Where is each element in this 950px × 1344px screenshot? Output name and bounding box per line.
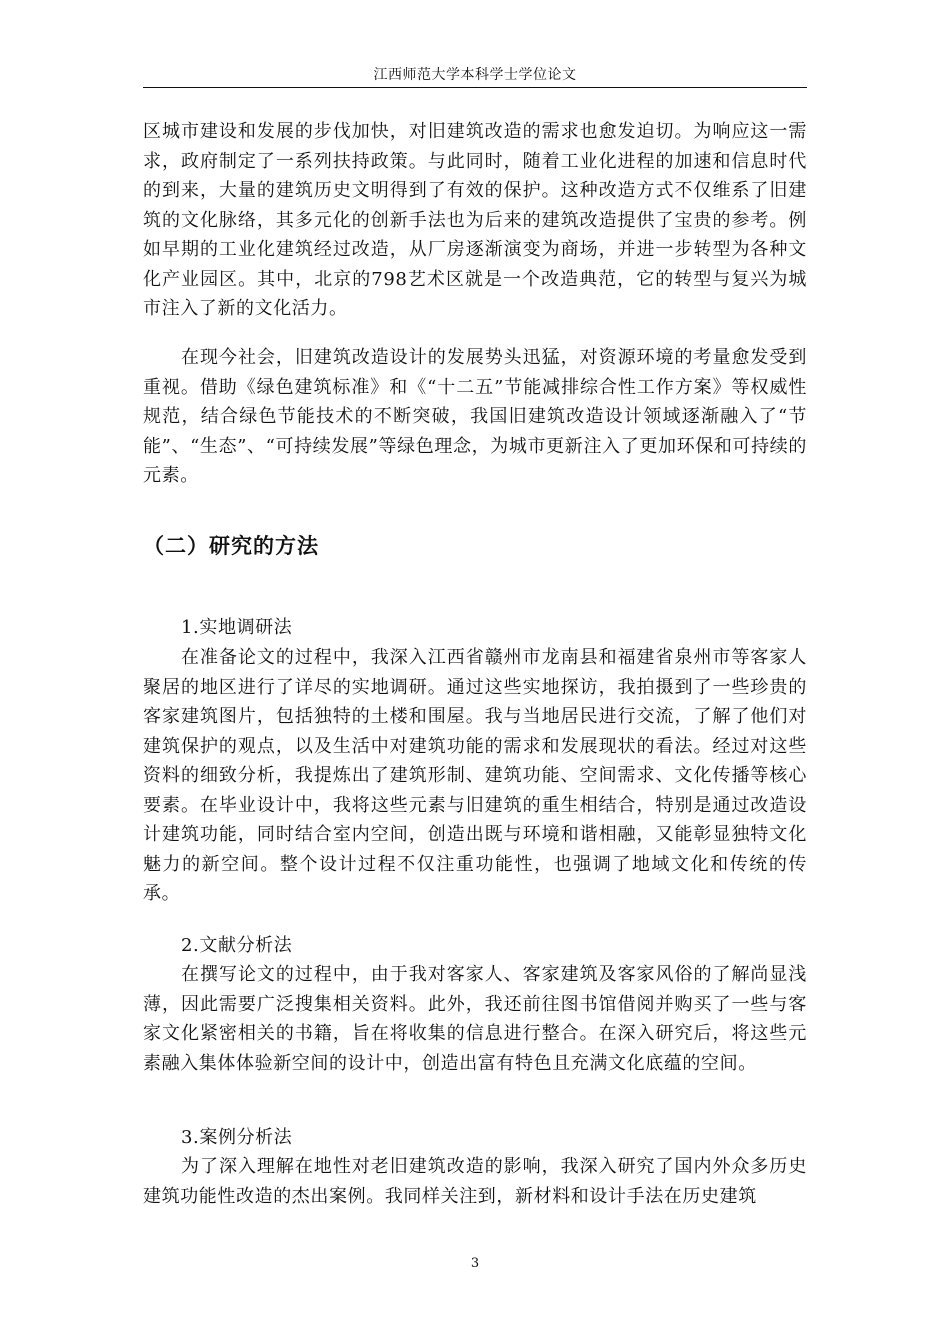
method-title-literature-analysis: 2.文献分析法 <box>181 935 293 956</box>
running-header: 江西师范大学本科学士学位论文 <box>373 67 577 83</box>
method-paragraph-literature-analysis: 在撰写论文的过程中，由于我对客家人、客家建筑及客家风俗的了解尚显浅薄，因此需要广泛搜集相关资料。此外，我还前往图书馆借阅并购买了一些与客家文化紧密相关的书籍，旨在将收集的信息进行整合。在深入研究后，将这些元素融入集体体验新空间的设计中，创造出富有特色且充满文化底蕴的空间。 <box>143 964 807 1074</box>
method-paragraph-field-research: 在准备论文的过程中，我深入江西省赣州市龙南县和福建省泉州市等客家人聚居的地区进行了详尽的实地调研。通过这些实地探访，我拍摄到了一些珍贵的客家建筑图片，包括独特的土楼和围屋。我与当地居民进行交流，了解了他们对建筑保护的观点，以及生活中对建筑功能的需求和发展现状的看法。经过对这些资料的细致分析，我提炼出了建筑形制、建筑功能、空间需求、文化传播等核心要素。在毕业设计中，我将这些元素与旧建筑的重生相结合，特别是通过改造设计建筑功能，同时结合室内空间，创造出既与环境和谐相融，又能彰显独特文化魅力的新空间。整个设计过程不仅注重功能性，也强调了地域文化和传统的传承。 <box>143 647 807 904</box>
method-title-case-analysis: 3.案例分析法 <box>181 1127 293 1148</box>
body-paragraph-continued: 区城市建设和发展的步伐加快，对旧建筑改造的需求也愈发迫切。为响应这一需求，政府制定了一系列扶持政策。与此同时，随着工业化进程的加速和信息时代的到来，大量的建筑历史文明得到了有效的保护。这种改造方式不仅维系了旧建筑的文化脉络，其多元化的创新手法也为后来的建筑改造提供了宝贵的参考。例如早期的工业化建筑经过改造，从厂房逐渐演变为商场，并进一步转型为各种文化产业园区。其中，北京的798艺术区就是一个改造典范，它的转型与复兴为城市注入了新的文化活力。 <box>143 121 807 319</box>
body-paragraph-green-design: 在现今社会，旧建筑改造设计的发展势头迅猛，对资源环境的考量愈发受到重视。借助《绿色建筑标准》和《“十二五”节能减排综合性工作方案》等权威性规范，结合绿色节能技术的不断突破，我国旧建筑改造设计领域逐渐融入了“节能”、“生态”、“可持续发展”等绿色理念，为城市更新注入了更加环保和可持续的元素。 <box>143 347 807 486</box>
header-rule <box>143 87 807 88</box>
section-heading-research-methods: （二）研究的方法 <box>143 534 319 558</box>
method-paragraph-case-analysis: 为了深入理解在地性对老旧建筑改造的影响，我深入研究了国内外众多历史建筑功能性改造的杰出案例。我同样关注到，新材料和设计手法在历史建筑 <box>143 1156 807 1207</box>
method-title-field-research: 1.实地调研法 <box>181 617 293 638</box>
page-number: 3 <box>470 1256 480 1271</box>
